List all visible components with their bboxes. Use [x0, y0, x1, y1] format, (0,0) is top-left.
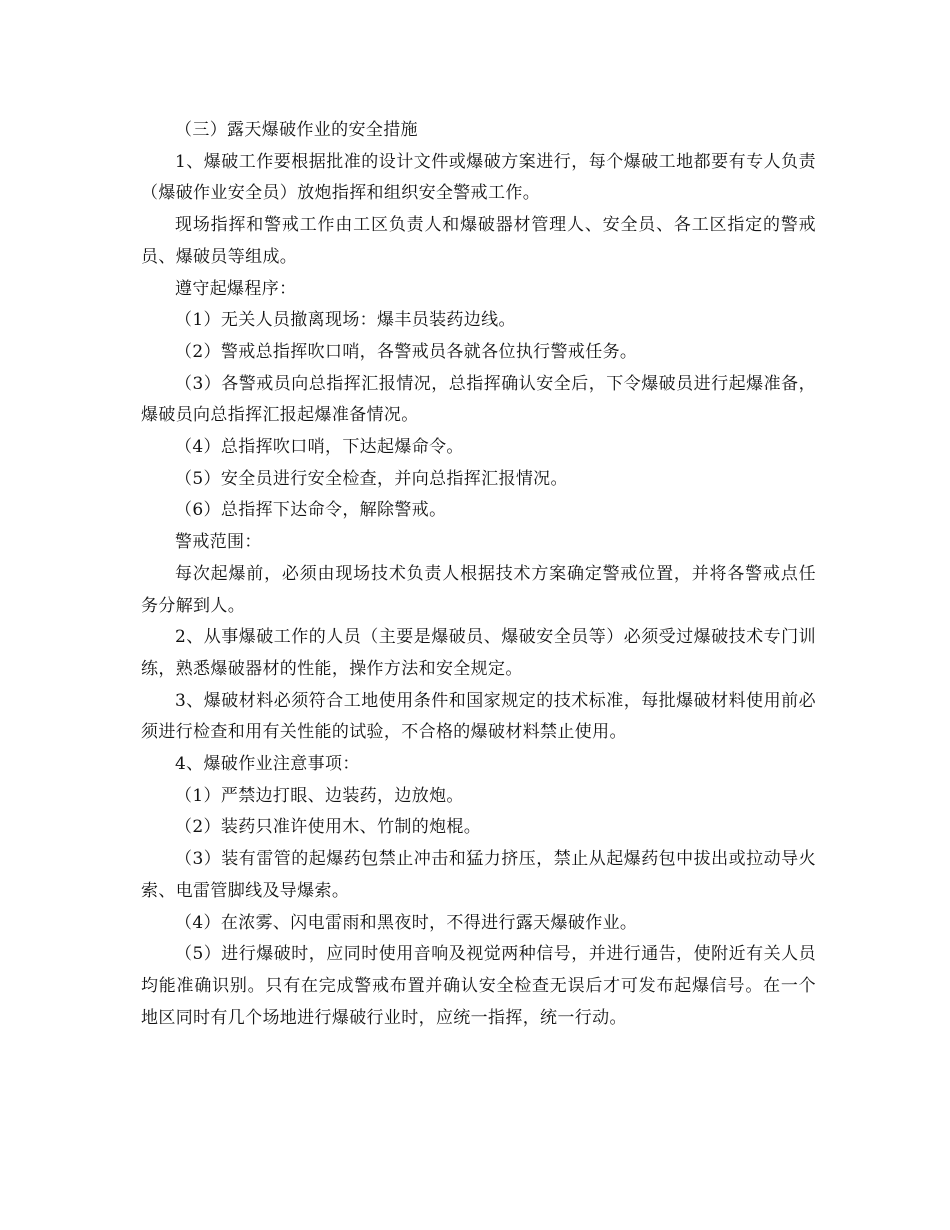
- paragraph: 遵守起爆程序：: [175, 278, 297, 299]
- list-item: （5）安全员进行安全检查，并向总指挥汇报情况。: [175, 468, 568, 489]
- paragraph: 3、爆破材料必须符合工地使用条件和国家规定的技术标准，每批爆破材料使用前必须进行检查和用有关性能的试验，不合格的爆破材料禁止使用。: [141, 690, 816, 743]
- list-item: （3）各警戒员向总指挥汇报情况，总指挥确认安全后，下令爆破员进行起爆准备，爆破员向总指挥汇报起爆准备情况。: [141, 373, 816, 426]
- list-item: （1）无关人员撤离现场：爆丰员装药边线。: [175, 310, 516, 331]
- paragraph: 每次起爆前，必须由现场技术负责人根据技术方案确定警戒位置，并将各警戒点任务分解到人。: [141, 563, 816, 616]
- list-item: （1）严禁边打眼、边装药，边放炮。: [175, 785, 464, 806]
- paragraph: 2、从事爆破工作的人员（主要是爆破员、爆破安全员等）必须受过爆破技术专门训练，熟悉爆破器材的性能，操作方法和安全规定。: [141, 627, 816, 679]
- document-body: [141, 115, 816, 1034]
- paragraph: 警戒范围：: [175, 532, 262, 553]
- list-item: （4）总指挥吹口哨，下达起爆命令。: [175, 437, 464, 458]
- section-heading: （三）露天爆破作业的安全措施: [175, 120, 418, 140]
- list-item: （3）装有雷管的起爆药包禁止冲击和猛力挤压，禁止从起爆药包中拔出或拉动导火索、电雷管脚线及导爆索。: [141, 849, 816, 901]
- list-item: （2）装药只准许使用木、竹制的炮棍。: [175, 817, 482, 838]
- paragraph: 4、爆破作业注意事项：: [175, 754, 360, 775]
- list-item: （5）进行爆破时，应同时使用音响及视觉两种信号，并进行通告，使附近有关人员均能准确识别。只有在完成警戒布置并确认安全检查无误后才可发布起爆信号。在一个地区同时有几个场地进行爆破行业时，应统一指挥，统一行动。: [141, 944, 816, 1028]
- paragraph: 1、爆破工作要根据批准的设计文件或爆破方案进行，每个爆破工地都要有专人负责（爆破作业安全员）放炮指挥和组织安全警戒工作。: [141, 151, 816, 204]
- list-item: （4）在浓雾、闪电雷雨和黑夜时，不得进行露天爆破作业。: [175, 912, 638, 933]
- paragraph: 现场指挥和警戒工作由工区负责人和爆破器材管理人、安全员、各工区指定的警戒员、爆破员等组成。: [141, 215, 816, 267]
- list-item: （6）总指挥下达命令，解除警戒。: [175, 500, 447, 521]
- list-item: （2）警戒总指挥吹口哨，各警戒员各就各位执行警戒任务。: [175, 341, 638, 362]
